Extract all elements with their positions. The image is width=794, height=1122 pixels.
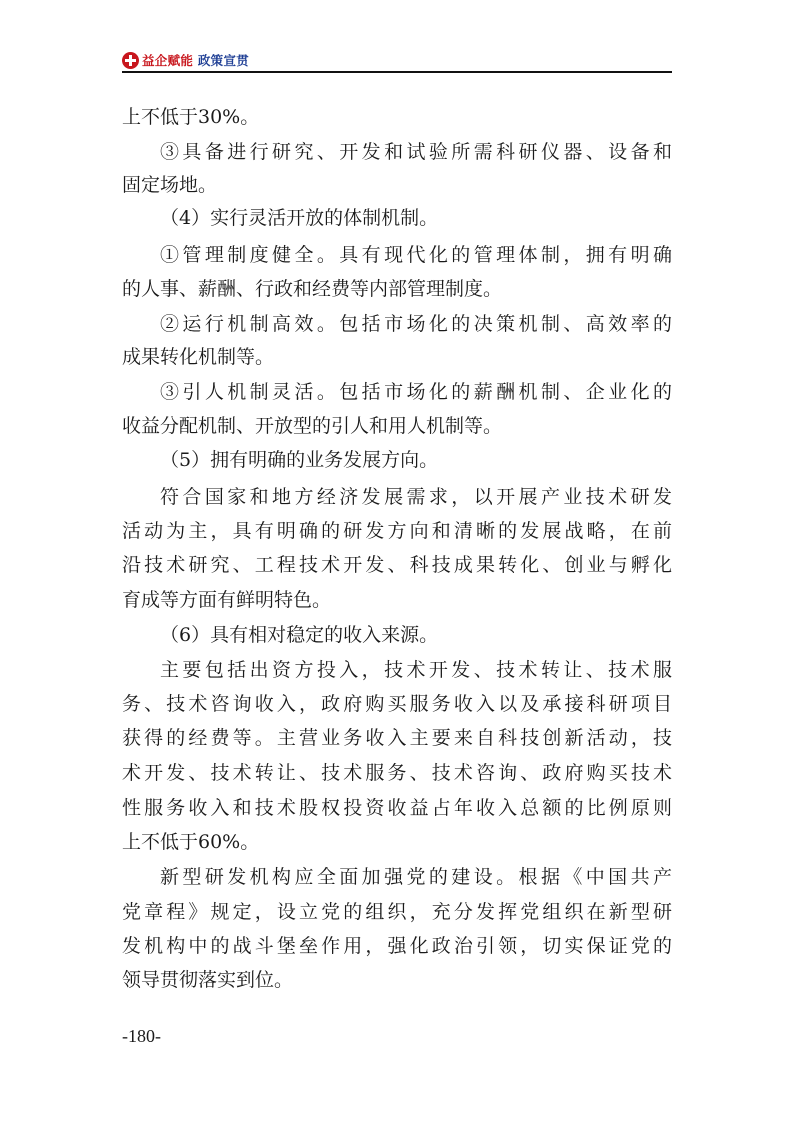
section-heading: （5）拥有明确的业务发展方向。	[160, 449, 439, 471]
text-line: 上不低于30%。	[122, 106, 260, 128]
header-brand: 益企赋能	[142, 53, 194, 68]
text-line: 新型研发机构应全面加强党的建设。根据《中国共产	[160, 866, 672, 888]
text-line: 主要包括出资方投入，技术开发、技术转让、技术服	[160, 659, 672, 681]
text-line: 收益分配机制、开放型的引人和用人机制等。	[122, 415, 503, 437]
text-line: 的人事、薪酬、行政和经费等内部管理制度。	[122, 278, 503, 300]
text-line: 党章程》规定，设立党的组织，充分发挥党组织在新型研	[122, 901, 672, 923]
text-line: ①管理制度健全。具有现代化的管理体制，拥有明确	[160, 244, 672, 266]
text-line: 沿技术研究、工程技术开发、科技成果转化、创业与孵化	[122, 554, 672, 576]
text-line: 固定场地。	[122, 174, 218, 196]
text-line: 领导贯彻落实到位。	[122, 969, 294, 991]
text-line: 术开发、技术转让、技术服务、技术咨询、政府购买技术	[122, 762, 672, 784]
text-line: 性服务收入和技术股权投资收益占年收入总额的比例原则	[122, 797, 672, 819]
text-line: 育成等方面有鲜明特色。	[122, 589, 332, 611]
text-line: ③引人机制灵活。包括市场化的薪酬机制、企业化的	[160, 381, 672, 403]
text-line: 符合国家和地方经济发展需求，以开展产业技术研发	[160, 486, 672, 508]
text-line: 上不低于60%。	[122, 831, 260, 853]
text-line: 成果转化机制等。	[122, 346, 275, 368]
text-line: ②运行机制高效。包括市场化的决策机制、高效率的	[160, 313, 672, 335]
page-number: -180-	[122, 1026, 161, 1046]
text-line: 务、技术咨询收入，政府购买服务收入以及承接科研项目	[122, 693, 672, 715]
text-line: 活动为主，具有明确的研发方向和清晰的发展战略，在前	[122, 520, 672, 542]
section-heading: （6）具有相对稳定的收入来源。	[160, 624, 439, 646]
text-line: 获得的经费等。主营业务收入主要来自科技创新活动，技	[122, 727, 672, 749]
text-line: 发机构中的战斗堡垒作用，强化政治引领，切实保证党的	[122, 935, 672, 957]
section-heading: （4）实行灵活开放的体制机制。	[160, 207, 439, 229]
text-line: ③具备进行研究、开发和试验所需科研仪器、设备和	[160, 141, 672, 163]
header-slogan: 政策宣贯	[197, 53, 250, 68]
